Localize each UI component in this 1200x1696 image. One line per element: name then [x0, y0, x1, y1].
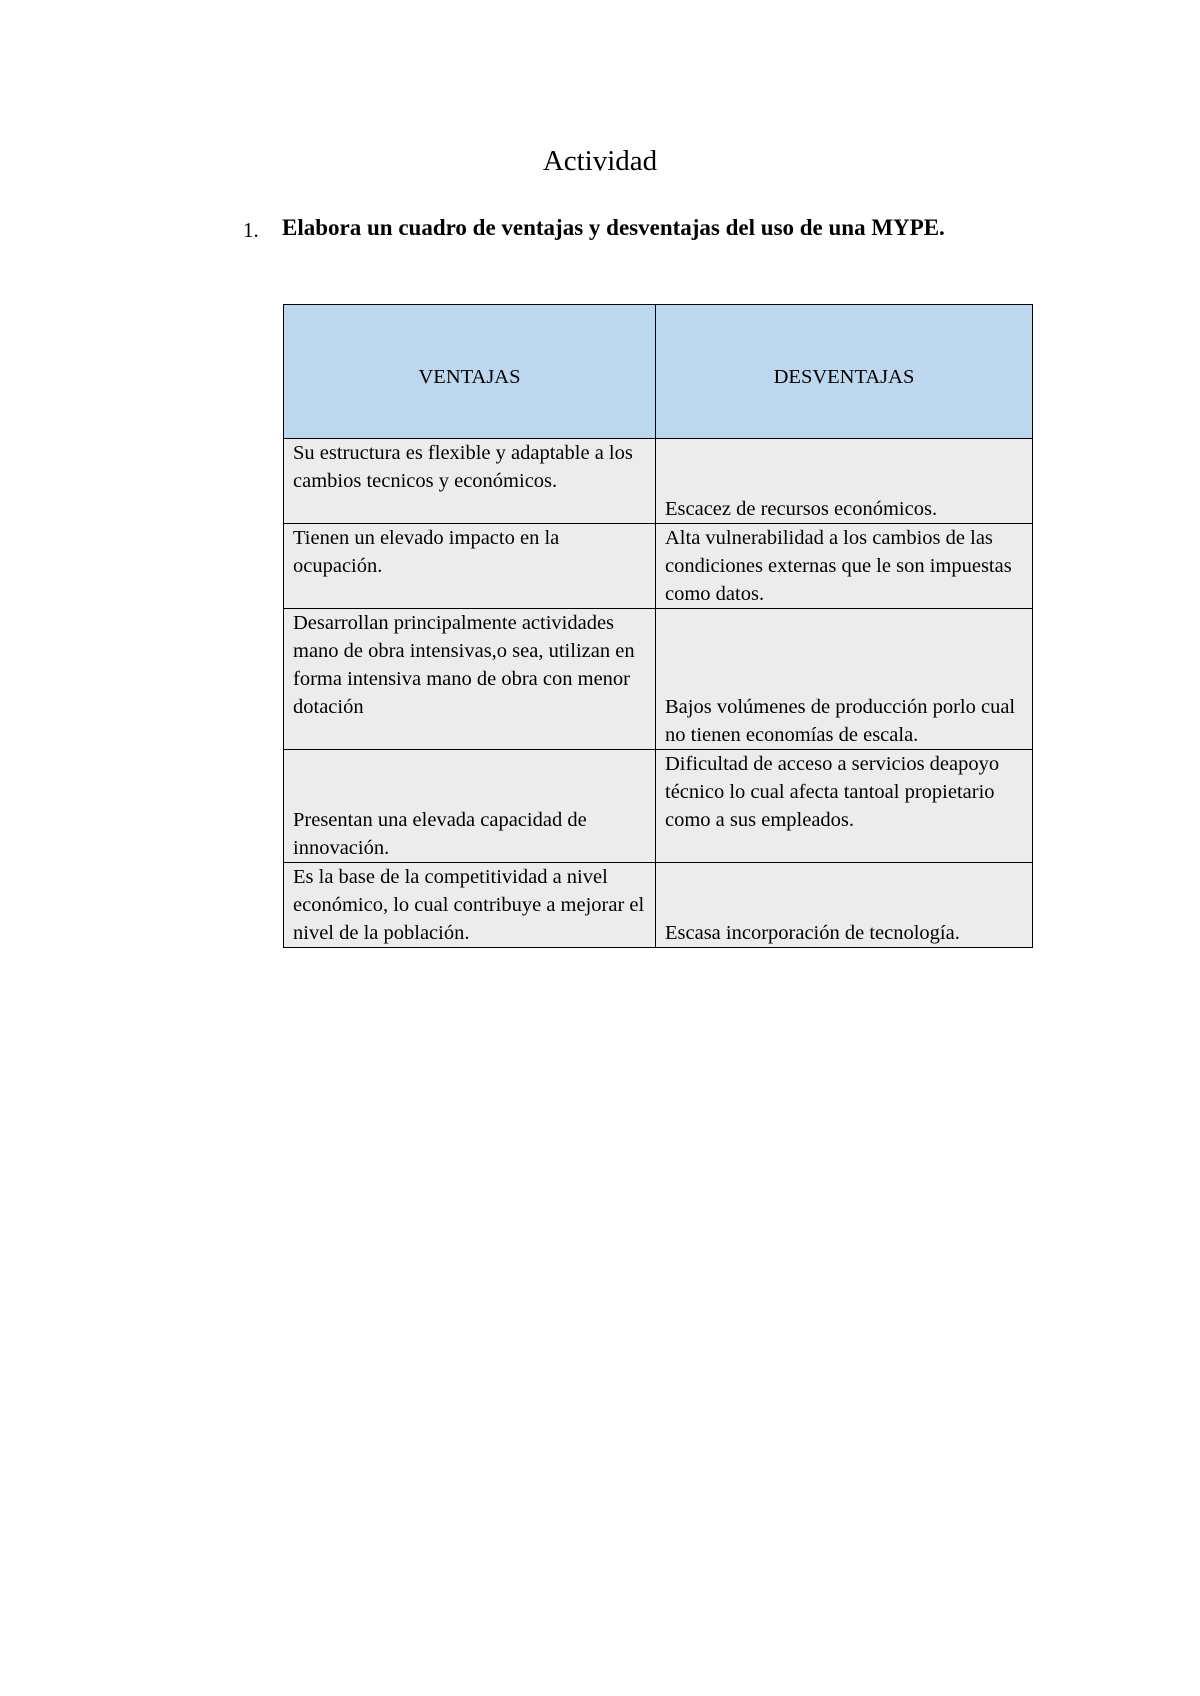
table-row: [284, 750, 1033, 863]
ventaja-cell: Presentan una elevada capacidad de innovación.: [284, 750, 656, 863]
table-row: [284, 439, 1033, 524]
table-row: [284, 863, 1033, 948]
desventaja-cell: Bajos volúmenes de producción porlo cual no tienen economías de escala.: [656, 609, 1033, 750]
header-ventajas: VENTAJAS: [284, 305, 656, 439]
ventaja-cell: Desarrollan principalmente actividades mano de obra intensivas,o sea, utilizan en forma intensiva mano de obra con menor dotación: [284, 609, 656, 750]
ventaja-cell: Su estructura es flexible y adaptable a los cambios tecnicos y económicos.: [284, 439, 656, 524]
ventaja-cell: Tienen un elevado impacto en la ocupación.: [284, 524, 656, 609]
desventaja-cell: Alta vulnerabilidad a los cambios de las condiciones externas que le son impuestas como datos.: [656, 524, 1033, 609]
desventaja-cell: Escacez de recursos económicos.: [656, 439, 1033, 524]
table-row: [284, 524, 1033, 609]
desventaja-cell: Escasa incorporación de tecnología.: [656, 863, 1033, 948]
question-number: 1.: [243, 218, 259, 242]
question-text: Elabora un cuadro de ventajas y desventajas del uso de una MYPE.: [282, 215, 945, 240]
page-title: Actividad: [542, 145, 658, 177]
desventaja-cell: Dificultad de acceso a servicios deapoyo técnico lo cual afecta tantoal propietario como a sus empleados.: [656, 750, 1033, 863]
header-desventajas: DESVENTAJAS: [656, 305, 1033, 439]
table-row: [284, 609, 1033, 750]
ventaja-cell: Es la base de la competitividad a nivel económico, lo cual contribuye a mejorar el nivel de la población.: [284, 863, 656, 948]
ventajas-desventajas-table: [283, 304, 1033, 948]
table-header-row: [284, 305, 1033, 439]
